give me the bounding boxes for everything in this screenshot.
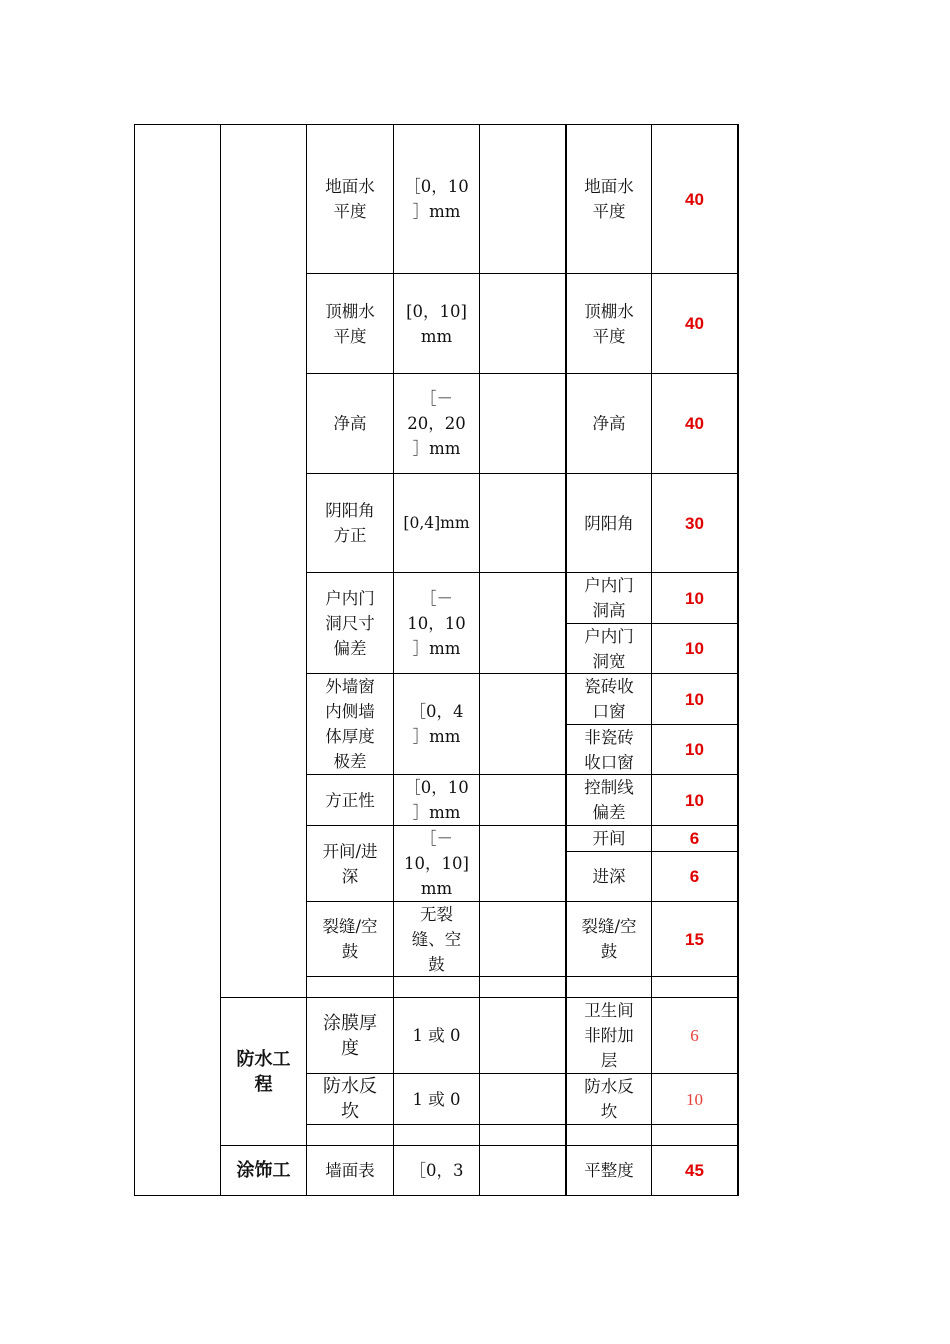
score-value: 40 (685, 414, 704, 433)
check-point: 进深 (592, 867, 626, 886)
standard-value: ［－ 10，10 ］mm (407, 588, 466, 658)
score-value: 6 (689, 829, 700, 848)
check-point: 卫生间 非附加 层 (584, 1001, 634, 1070)
standard-value: ［－ 10，10] mm (404, 829, 469, 898)
standard-value: ［0，3 (409, 1161, 464, 1180)
check-point: 地面水 平度 (584, 177, 634, 221)
row-divider (306, 1124, 738, 1125)
item-label: 阴阳角 方正 (325, 501, 375, 545)
check-point: 非瓷砖 收口窗 (584, 727, 634, 772)
item-label: 防水反 坎 (323, 1076, 377, 1122)
score-value: 10 (685, 740, 704, 759)
table-border-left (134, 124, 135, 1196)
check-point: 瓷砖收 口窗 (584, 677, 634, 721)
row-divider (306, 976, 738, 977)
standard-value: ［0，10 ］mm (404, 177, 469, 221)
score-value: 40 (685, 314, 704, 333)
check-point: 控制线 偏差 (584, 778, 634, 822)
standard-value: 1 或 0 (412, 1026, 461, 1045)
score-value: 40 (685, 189, 704, 209)
item-label: 裂缝/空 鼓 (322, 917, 378, 961)
item-label: 户内门 洞尺寸 偏差 (325, 588, 375, 658)
score-value: 10 (685, 790, 704, 810)
standard-value: ［－ 20，20 ］mm (407, 389, 466, 458)
score-value: 45 (685, 1161, 704, 1180)
table-border-bottom (134, 1195, 739, 1196)
item-label: 墙面表 (325, 1161, 375, 1180)
check-point: 户内门 洞高 (584, 576, 634, 620)
score-value: 30 (685, 513, 704, 533)
score-value: 6 (689, 867, 700, 886)
check-point: 户内门 洞宽 (584, 626, 634, 671)
score-value: 10 (685, 689, 704, 709)
check-point: 顶棚水 平度 (584, 301, 634, 346)
item-label: 顶棚水 平度 (325, 301, 375, 346)
check-point: 净高 (592, 414, 626, 433)
score-value: 10 (685, 639, 704, 658)
col-divider-4 (479, 124, 480, 1196)
item-label: 开间/进 深 (322, 841, 378, 886)
section-label-waterproof: 防水工 程 (236, 1048, 291, 1095)
standard-value: ［0，10 ］mm (404, 778, 469, 822)
standard-value: ［0，4 ］mm (409, 702, 464, 746)
score-value: 10 (685, 588, 704, 608)
score-value: 10 (686, 1089, 703, 1109)
standard-value: [0,4]mm (403, 513, 470, 532)
item-label: 净高 (333, 414, 367, 433)
check-point: 裂缝/空 鼓 (581, 917, 637, 961)
score-value: 15 (685, 929, 704, 949)
check-point: 防水反 坎 (584, 1077, 634, 1121)
standard-value: 无裂 缝、空 鼓 (411, 904, 462, 974)
standard-value: 1 或 0 (412, 1089, 461, 1109)
item-label: 地面水 平度 (325, 177, 375, 221)
check-point: 平整度 (584, 1161, 634, 1180)
section-label-painting: 涂饰工 (236, 1160, 291, 1181)
item-label: 方正性 (325, 790, 375, 810)
item-label: 外墙窗 内侧墙 体厚度 极差 (325, 677, 375, 771)
table-border-right (737, 124, 739, 1196)
standard-value: [0，10] mm (406, 301, 467, 346)
item-label: 涂膜厚 度 (323, 1012, 377, 1059)
check-point: 开间 (592, 829, 626, 848)
score-value: 6 (690, 1026, 699, 1045)
check-point: 阴阳角 (584, 513, 634, 533)
